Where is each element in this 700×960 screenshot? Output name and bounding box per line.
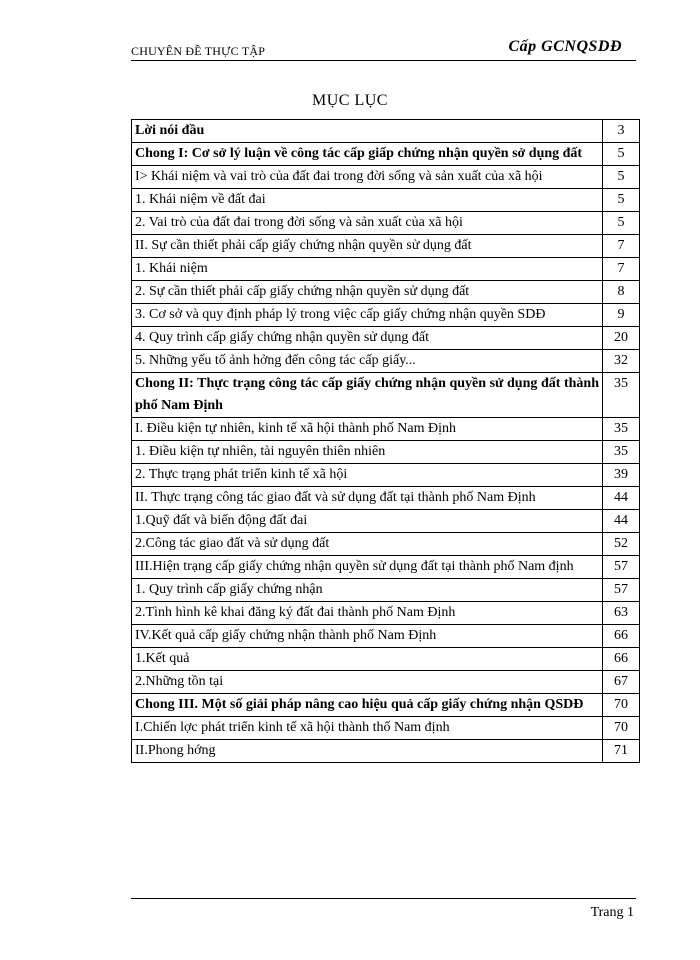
header-document-type: CHUYÊN ĐỀ THỰC TẬP [131,44,266,58]
toc-entry-page: 5 [603,143,640,166]
toc-entry-page: 67 [603,671,640,694]
toc-entry-page: 52 [603,533,640,556]
toc-entry-title: 1.Quỹ đất và biến động đất đai [132,510,603,533]
toc-entry-title: IV.Kết quả cấp giấy chứng nhận thành phố Nam Định [132,625,603,648]
toc-row [132,694,640,717]
toc-row [132,648,640,671]
toc-row [132,510,640,533]
toc-row [132,143,640,166]
toc-row [132,625,640,648]
toc-entry-page: 57 [603,556,640,579]
toc-entry-page: 35 [603,418,640,441]
toc-entry-title: 2.Những tồn tại [132,671,603,694]
toc-entry-title: II.Phong hớng [132,740,603,763]
toc-row [132,717,640,740]
toc-entry-page: 3 [603,120,640,143]
toc-entry-page: 66 [603,648,640,671]
toc-entry-page: 35 [603,441,640,464]
toc-entry-page: 63 [603,602,640,625]
toc-entry-page: 70 [603,694,640,717]
toc-entry-title: I.Chiến lợc phát triển kinh tế xã hội thành thố Nam định [132,717,603,740]
toc-entry-page: 9 [603,304,640,327]
toc-entry-title: 5. Những yếu tố ảnh hởng đến công tác cấp giấy... [132,350,603,373]
toc-entry-page: 44 [603,510,640,533]
toc-entry-title: I. Điều kiện tự nhiên, kinh tế xã hội thành phố Nam Định [132,418,603,441]
toc-entry-page: 7 [603,235,640,258]
toc-entry-title: Lời nói đầu [132,120,603,143]
toc-entry-title: 1. Quy trình cấp giấy chứng nhận [132,579,603,602]
toc-entry-page: 5 [603,166,640,189]
toc-row [132,166,640,189]
toc-entry-title: II. Sự cần thiết phải cấp giấy chứng nhận quyền sử dụng đất [132,235,603,258]
toc-row [132,120,640,143]
toc-row [132,350,640,373]
toc-row [132,373,640,418]
toc-row [132,418,640,441]
toc-entry-title: 2. Thực trạng phát triển kinh tế xã hội [132,464,603,487]
toc-entry-page: 44 [603,487,640,510]
toc-entry-page: 66 [603,625,640,648]
toc-entry-title: 2. Vai trò của đất đai trong đời sống và sản xuất của xã hội [132,212,603,235]
toc-entry-page: 8 [603,281,640,304]
toc-entry-title: I> Khái niệm và vai trò của đất đai trong đời sống và sản xuất của xã hội [132,166,603,189]
toc-row [132,579,640,602]
toc-entry-page: 70 [603,717,640,740]
page-number: Trang 1 [590,905,634,920]
toc-row [132,602,640,625]
toc-row [132,281,640,304]
toc-entry-page: 35 [603,373,640,418]
toc-row [132,487,640,510]
header-topic: Cấp GCNQSDĐ [508,38,622,55]
toc-entry-title: Chong I: Cơ sở lý luận về công tác cấp giấp chứng nhận quyền sở dụng đất [132,143,603,166]
toc-entry-page: 5 [603,212,640,235]
toc-entry-title: 2. Sự cần thiết phải cấp giấy chứng nhận quyền sử dụng đất [132,281,603,304]
toc-entry-page: 71 [603,740,640,763]
toc-row [132,441,640,464]
toc-entry-page: 7 [603,258,640,281]
toc-entry-page: 20 [603,327,640,350]
toc-row [132,212,640,235]
toc-entry-title: 3. Cơ sở và quy định pháp lý trong việc cấp giấy chứng nhận quyền SDĐ [132,304,603,327]
toc-row [132,671,640,694]
toc-entry-title: 1.Kết quả [132,648,603,671]
toc-entry-title: 2.Công tác giao đất và sử dụng đất [132,533,603,556]
toc-row [132,258,640,281]
toc-entry-title: 1. Khái niệm về đất đai [132,189,603,212]
toc-entry-page: 5 [603,189,640,212]
toc-row [132,556,640,579]
toc-row [132,533,640,556]
toc-row [132,464,640,487]
toc-entry-page: 39 [603,464,640,487]
toc-body [132,120,640,763]
toc-entry-title: III.Hiện trạng cấp giấy chứng nhận quyền sử dụng đất tại thành phố Nam định [132,556,603,579]
page-header [131,38,636,61]
toc-entry-title: 2.Tình hình kê khai đăng ký đất đai thành phố Nam Định [132,602,603,625]
toc-entry-title: Chong III. Một số giải pháp nâng cao hiệu quả cấp giấy chứng nhận QSDĐ [132,694,603,717]
toc-title: MỤC LỤC [312,92,388,109]
toc-entry-title: Chong II: Thực trạng công tác cấp giấy chứng nhận quyền sử dụng đất thành phố Nam Định [132,373,603,418]
toc-row [132,740,640,763]
toc-row [132,189,640,212]
toc-entry-page: 32 [603,350,640,373]
table-of-contents [131,119,640,763]
toc-entry-title: 1. Khái niệm [132,258,603,281]
page-footer [131,898,636,920]
toc-entry-title: II. Thực trạng công tác giao đất và sử dụng đất tại thành phố Nam Định [132,487,603,510]
toc-entry-page: 57 [603,579,640,602]
toc-entry-title: 1. Điều kiện tự nhiên, tài nguyên thiên nhiên [132,441,603,464]
toc-row [132,327,640,350]
toc-row [132,304,640,327]
toc-row [132,235,640,258]
toc-entry-title: 4. Quy trình cấp giấy chứng nhận quyền sử dụng đất [132,327,603,350]
